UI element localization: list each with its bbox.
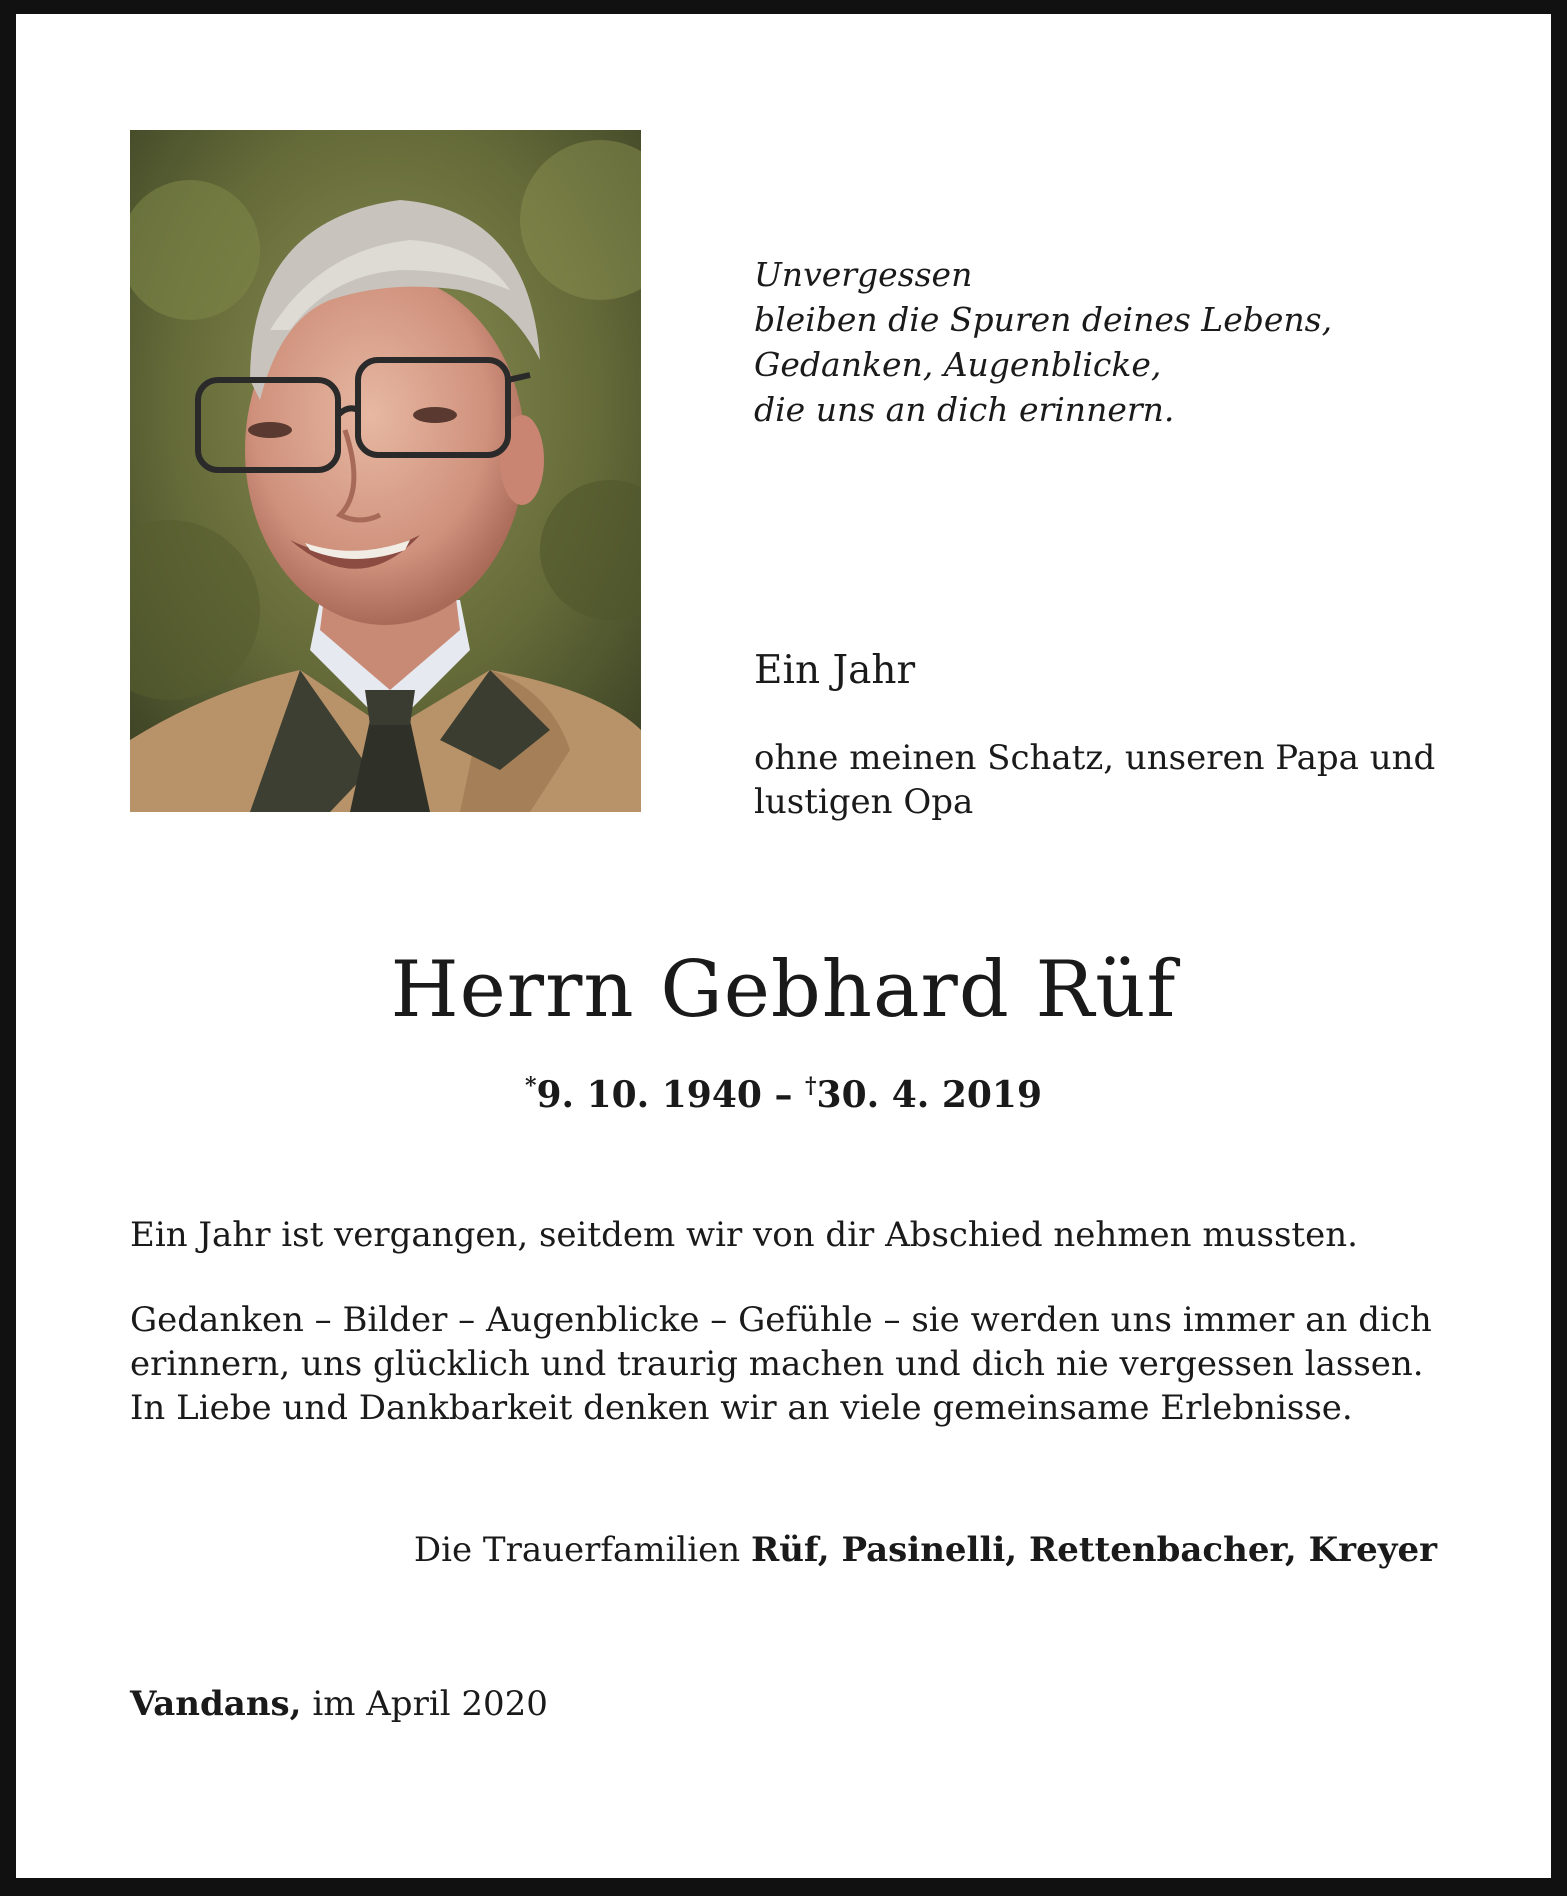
body-paragraph-2 [130, 1298, 1450, 1430]
poem-line: Unvergessen [754, 255, 973, 294]
date-text: im April 2020 [301, 1684, 548, 1724]
paragraph-line: erinnern, uns glücklich und traurig machen und dich nie vergessen lassen. [130, 1344, 1424, 1384]
birth-date: 9. 10. 1940 [536, 1074, 762, 1116]
signature-prefix: Die Trauerfamilien [413, 1530, 751, 1570]
ohne-line: ohne meinen Schatz, unseren Papa und [754, 738, 1436, 778]
poem-line: bleiben die Spuren deines Lebens, [754, 300, 1333, 339]
body-paragraph-1: Ein Jahr ist vergangen, seitdem wir von dir Abschied nehmen mussten. [130, 1215, 1358, 1255]
deceased-name: Herrn Gebhard Rüf [390, 945, 1177, 1035]
portrait-photo [130, 130, 641, 812]
family-signature [414, 1528, 1437, 1572]
paragraph-line: Gedanken – Bilder – Augenblicke – Gefühle – sie werden uns immer an dich [130, 1300, 1432, 1340]
date-separator: – [761, 1074, 806, 1116]
memorial-poem [754, 252, 1332, 432]
poem-line: Gedanken, Augenblicke, [754, 345, 1162, 384]
family-names: Rüf, Pasinelli, Rettenbacher, Kreyer [750, 1530, 1437, 1570]
ohne-text [754, 736, 1454, 824]
place-name: Vandans, [130, 1684, 302, 1724]
paragraph-line: In Liebe und Dankbarkeit denken wir an viele gemeinsame Erlebnisse. [130, 1388, 1353, 1428]
death-symbol: † [805, 1073, 817, 1099]
birth-symbol: * [524, 1073, 537, 1099]
death-date: 30. 4. 2019 [816, 1074, 1043, 1116]
life-dates [0, 1063, 1567, 1118]
ein-jahr-heading: Ein Jahr [754, 648, 916, 693]
ohne-line: lustigen Opa [754, 782, 974, 822]
place-date [130, 1682, 548, 1726]
poem-line: die uns an dich erinnern. [754, 390, 1175, 429]
portrait-photo-icon [130, 130, 641, 812]
